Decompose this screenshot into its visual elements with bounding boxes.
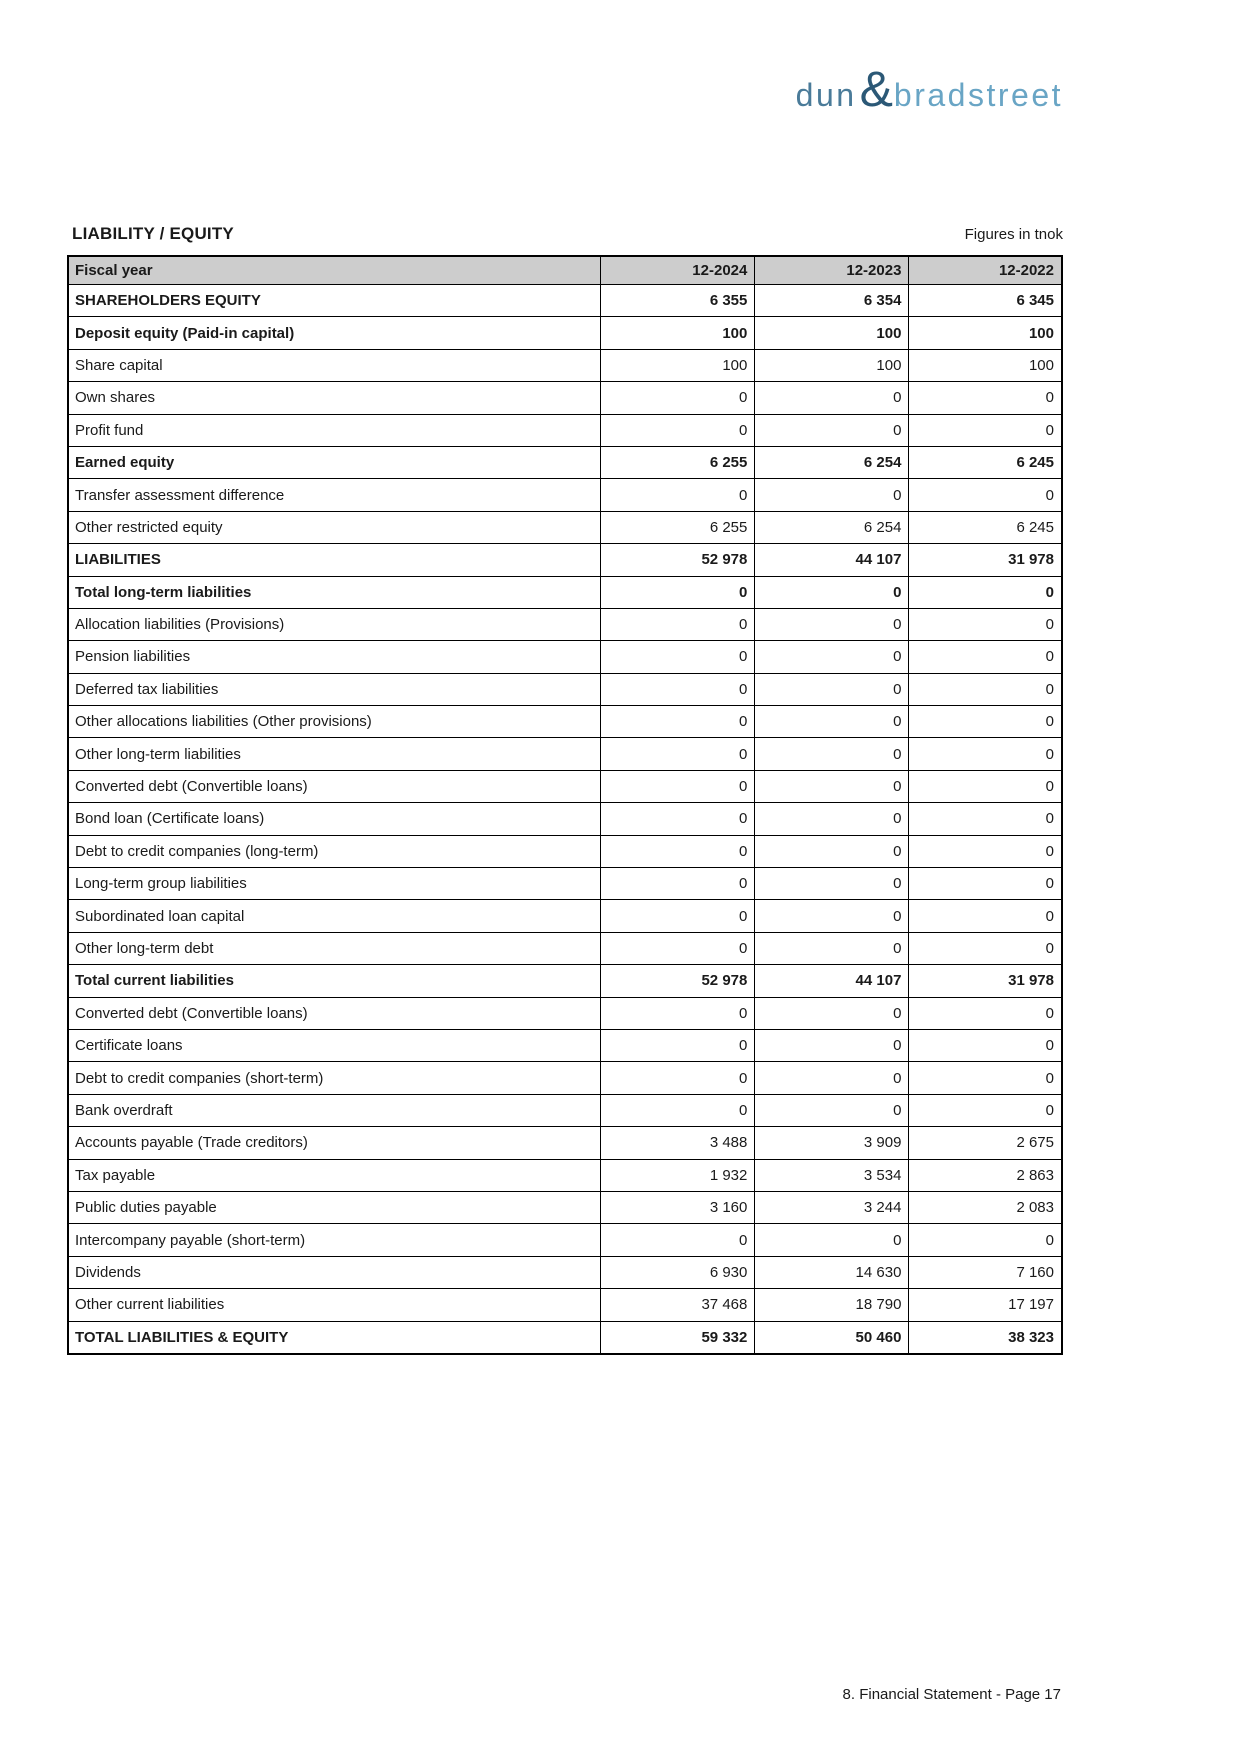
row-value: 0 — [909, 1029, 1062, 1061]
row-value: 3 244 — [755, 1191, 909, 1223]
row-value: 0 — [909, 706, 1062, 738]
row-value: 100 — [601, 349, 755, 381]
row-value: 0 — [601, 706, 755, 738]
row-value: 100 — [909, 317, 1062, 349]
table-row — [68, 511, 1062, 543]
column-header-period: 12-2022 — [909, 256, 1062, 285]
row-value: 17 197 — [909, 1289, 1062, 1321]
row-label: Other allocations liabilities (Other provisions) — [68, 706, 601, 738]
row-value: 0 — [601, 641, 755, 673]
row-label: Subordinated loan capital — [68, 900, 601, 932]
row-value: 0 — [909, 576, 1062, 608]
table-row — [68, 1127, 1062, 1159]
row-value: 2 083 — [909, 1191, 1062, 1223]
page-title: LIABILITY / EQUITY — [72, 224, 234, 243]
row-label: Certificate loans — [68, 1029, 601, 1061]
row-value: 0 — [601, 900, 755, 932]
table-header — [68, 256, 1062, 285]
row-value: 0 — [601, 673, 755, 705]
row-value: 6 255 — [601, 446, 755, 478]
page-footer: 8. Financial Statement - Page 17 — [842, 1686, 1061, 1703]
table-row — [68, 997, 1062, 1029]
row-value: 3 534 — [755, 1159, 909, 1191]
row-value: 6 930 — [601, 1256, 755, 1288]
row-value: 52 978 — [601, 965, 755, 997]
row-value: 6 255 — [601, 511, 755, 543]
row-value: 0 — [755, 932, 909, 964]
row-value: 3 160 — [601, 1191, 755, 1223]
row-value: 6 345 — [909, 285, 1062, 317]
row-value: 0 — [601, 803, 755, 835]
row-value: 0 — [909, 1094, 1062, 1126]
table-row — [68, 803, 1062, 835]
row-label: Dividends — [68, 1256, 601, 1288]
row-value: 0 — [755, 1062, 909, 1094]
row-label: Debt to credit companies (long-term) — [68, 835, 601, 867]
row-value: 50 460 — [755, 1321, 909, 1354]
row-value: 6 254 — [755, 446, 909, 478]
table-row — [68, 1191, 1062, 1223]
row-value: 44 107 — [755, 544, 909, 576]
row-label: Tax payable — [68, 1159, 601, 1191]
row-value: 59 332 — [601, 1321, 755, 1354]
row-label: Public duties payable — [68, 1191, 601, 1223]
row-value: 0 — [755, 608, 909, 640]
table-row — [68, 446, 1062, 478]
row-label: Other long-term liabilities — [68, 738, 601, 770]
table-row — [68, 317, 1062, 349]
row-label: Bank overdraft — [68, 1094, 601, 1126]
row-label: Bond loan (Certificate loans) — [68, 803, 601, 835]
row-value: 18 790 — [755, 1289, 909, 1321]
row-value: 0 — [909, 770, 1062, 802]
row-value: 6 354 — [755, 285, 909, 317]
table-row — [68, 900, 1062, 932]
row-label: Total current liabilities — [68, 965, 601, 997]
row-value: 0 — [755, 673, 909, 705]
row-value: 0 — [755, 868, 909, 900]
row-label: Allocation liabilities (Provisions) — [68, 608, 601, 640]
row-value: 100 — [755, 349, 909, 381]
row-value: 3 488 — [601, 1127, 755, 1159]
row-value: 38 323 — [909, 1321, 1062, 1354]
row-value: 0 — [601, 414, 755, 446]
row-value: 0 — [601, 576, 755, 608]
row-value: 0 — [601, 738, 755, 770]
row-value: 0 — [909, 608, 1062, 640]
row-label: Share capital — [68, 349, 601, 381]
row-value: 6 355 — [601, 285, 755, 317]
row-value: 0 — [909, 1062, 1062, 1094]
row-value: 37 468 — [601, 1289, 755, 1321]
logo-text-bradstreet: bradstreet — [893, 77, 1063, 113]
row-value: 52 978 — [601, 544, 755, 576]
fiscal-year-row — [68, 256, 1062, 285]
row-value: 14 630 — [755, 1256, 909, 1288]
row-value: 0 — [601, 868, 755, 900]
table-row — [68, 1224, 1062, 1256]
table-body — [68, 285, 1062, 1354]
table-row — [68, 673, 1062, 705]
table-row — [68, 479, 1062, 511]
row-value: 0 — [601, 608, 755, 640]
row-value: 0 — [601, 382, 755, 414]
row-value: 6 245 — [909, 511, 1062, 543]
row-value: 0 — [601, 997, 755, 1029]
row-value: 0 — [909, 641, 1062, 673]
table-row — [68, 544, 1062, 576]
row-label: Profit fund — [68, 414, 601, 446]
table-row — [68, 835, 1062, 867]
row-value: 44 107 — [755, 965, 909, 997]
row-value: 0 — [755, 738, 909, 770]
table-row — [68, 285, 1062, 317]
row-value: 0 — [755, 997, 909, 1029]
column-header-period: 12-2023 — [755, 256, 909, 285]
row-value: 0 — [755, 414, 909, 446]
table-row — [68, 1094, 1062, 1126]
row-label: Own shares — [68, 382, 601, 414]
row-value: 2 863 — [909, 1159, 1062, 1191]
row-value: 0 — [909, 803, 1062, 835]
row-value: 0 — [755, 1029, 909, 1061]
table-row — [68, 414, 1062, 446]
logo-text-dun: dun — [795, 77, 857, 113]
column-header-fiscal-year: Fiscal year — [68, 256, 601, 285]
row-label: Deposit equity (Paid-in capital) — [68, 317, 601, 349]
row-value: 0 — [755, 706, 909, 738]
row-label: Intercompany payable (short-term) — [68, 1224, 601, 1256]
row-value: 0 — [909, 738, 1062, 770]
row-value: 0 — [755, 900, 909, 932]
table-row — [68, 1256, 1062, 1288]
row-value: 0 — [601, 1224, 755, 1256]
row-value: 0 — [601, 479, 755, 511]
row-value: 0 — [601, 1029, 755, 1061]
table-row — [68, 738, 1062, 770]
row-value: 100 — [601, 317, 755, 349]
row-value: 0 — [601, 932, 755, 964]
table-row — [68, 608, 1062, 640]
row-label: Other current liabilities — [68, 1289, 601, 1321]
row-label: Debt to credit companies (short-term) — [68, 1062, 601, 1094]
row-value: 0 — [755, 641, 909, 673]
table-row — [68, 932, 1062, 964]
row-label: SHAREHOLDERS EQUITY — [68, 285, 601, 317]
row-label: Long-term group liabilities — [68, 868, 601, 900]
table-row — [68, 706, 1062, 738]
table-row — [68, 1062, 1062, 1094]
row-value: 0 — [601, 835, 755, 867]
table-row — [68, 1029, 1062, 1061]
table-row — [68, 1289, 1062, 1321]
row-value: 0 — [909, 382, 1062, 414]
row-value: 0 — [909, 835, 1062, 867]
row-label: Accounts payable (Trade creditors) — [68, 1127, 601, 1159]
table-row — [68, 382, 1062, 414]
row-label: Transfer assessment difference — [68, 479, 601, 511]
row-label: Earned equity — [68, 446, 601, 478]
table-row — [68, 641, 1062, 673]
row-value: 1 932 — [601, 1159, 755, 1191]
row-value: 0 — [755, 1094, 909, 1126]
row-value: 0 — [601, 1094, 755, 1126]
row-value: 100 — [755, 317, 909, 349]
row-value: 0 — [755, 770, 909, 802]
table-row — [68, 576, 1062, 608]
unit-note: Figures in tnok — [964, 226, 1063, 243]
row-label: Other long-term debt — [68, 932, 601, 964]
table-row — [68, 965, 1062, 997]
row-value: 0 — [755, 1224, 909, 1256]
row-value: 0 — [755, 835, 909, 867]
row-value: 31 978 — [909, 965, 1062, 997]
row-value: 2 675 — [909, 1127, 1062, 1159]
row-value: 31 978 — [909, 544, 1062, 576]
row-value: 0 — [909, 997, 1062, 1029]
row-value: 0 — [909, 868, 1062, 900]
row-value: 0 — [909, 900, 1062, 932]
row-label: LIABILITIES — [68, 544, 601, 576]
financial-table — [67, 255, 1063, 1355]
row-value: 6 254 — [755, 511, 909, 543]
section-header — [72, 224, 1063, 244]
table-row — [68, 868, 1062, 900]
row-value: 0 — [601, 770, 755, 802]
row-label: Pension liabilities — [68, 641, 601, 673]
row-label: Total long-term liabilities — [68, 576, 601, 608]
row-value: 0 — [909, 1224, 1062, 1256]
row-value: 0 — [909, 414, 1062, 446]
row-value: 7 160 — [909, 1256, 1062, 1288]
row-label: Converted debt (Convertible loans) — [68, 770, 601, 802]
table-row — [68, 770, 1062, 802]
row-value: 0 — [909, 673, 1062, 705]
column-header-period: 12-2024 — [601, 256, 755, 285]
dun-bradstreet-logo — [795, 61, 1063, 117]
row-label: Deferred tax liabilities — [68, 673, 601, 705]
row-value: 0 — [755, 479, 909, 511]
row-label: Converted debt (Convertible loans) — [68, 997, 601, 1029]
row-value: 0 — [909, 932, 1062, 964]
table-row — [68, 349, 1062, 381]
row-value: 100 — [909, 349, 1062, 381]
row-value: 3 909 — [755, 1127, 909, 1159]
row-label: TOTAL LIABILITIES & EQUITY — [68, 1321, 601, 1354]
table-row — [68, 1321, 1062, 1354]
row-value: 0 — [909, 479, 1062, 511]
row-label: Other restricted equity — [68, 511, 601, 543]
table-row — [68, 1159, 1062, 1191]
row-value: 0 — [755, 576, 909, 608]
row-value: 6 245 — [909, 446, 1062, 478]
row-value: 0 — [601, 1062, 755, 1094]
row-value: 0 — [755, 382, 909, 414]
row-value: 0 — [755, 803, 909, 835]
logo-ampersand-icon: & — [859, 61, 893, 117]
